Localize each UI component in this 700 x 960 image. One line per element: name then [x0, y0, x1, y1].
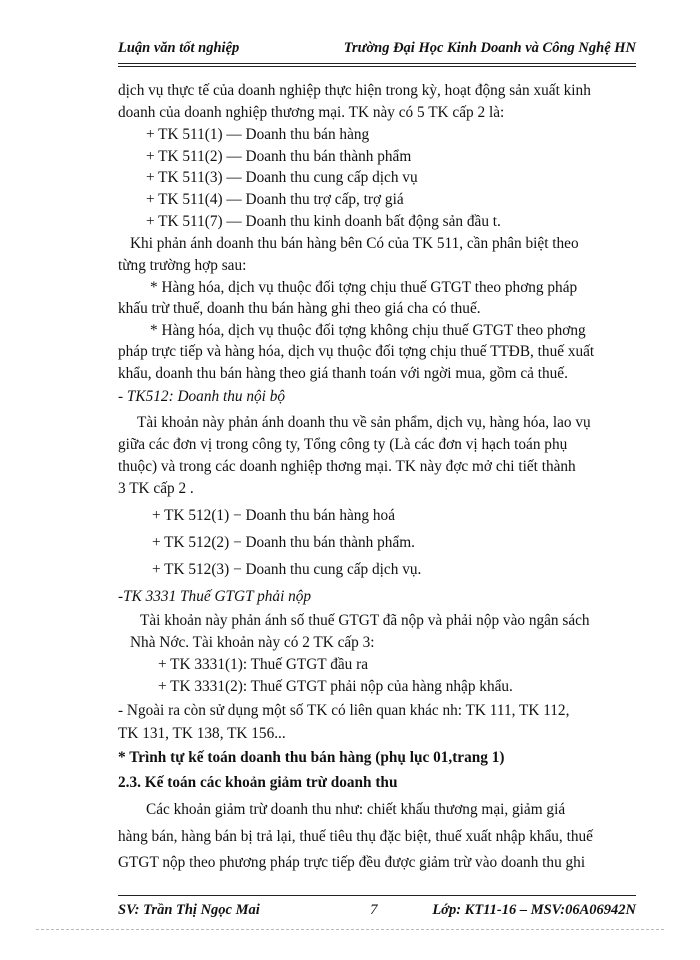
- list-item: + TK 3331(1): Thuế GTGT đầu ra: [158, 656, 368, 673]
- footer-class-id: Lớp: KT11-16 – MSV:06A06942N: [432, 902, 636, 918]
- list-item: + TK 512(2) − Doanh thu bán thành phẩm.: [152, 534, 415, 551]
- header-rule-double: [118, 66, 636, 67]
- body-line: Tài khoản này phản ánh doanh thu về sản phẩm, dịch vụ, hàng hóa, lao vụ: [137, 414, 591, 431]
- header-thesis-label: Luận văn tốt nghiệp: [118, 40, 240, 56]
- body-line: khẩu, doanh thu bán hàng theo giá thanh toán với ngời mua, gồm cả thuế.: [118, 365, 568, 382]
- body-line: 3 TK cấp 2 .: [118, 480, 194, 497]
- body-line: hàng bán, hàng bán bị trả lại, thuế tiêu thụ đặc biệt, thuế xuất nhập khẩu, thuế: [118, 828, 593, 845]
- header-rule: [118, 63, 636, 64]
- body-line: khấu trừ thuế, doanh thu bán hàng ghi theo giá cha có thuế.: [118, 300, 481, 317]
- body-line: GTGT nộp theo phương pháp trực tiếp đều được giảm trừ vào doanh thu ghi: [118, 854, 586, 871]
- page-header: [118, 40, 636, 60]
- body-line: - Ngoài ra còn sử dụng một số TK có liên quan khác nh: TK 111, TK 112,: [118, 702, 570, 719]
- body-line: Khi phản ánh doanh thu bán hàng bên Có của TK 511, cần phân biệt theo: [130, 235, 579, 252]
- list-item: + TK 511(2) — Doanh thu bán thành phẩm: [146, 148, 412, 165]
- body-line: thuộc) và trong các doanh nghiệp thơng mại. TK này đợc mở chi tiết thành: [118, 458, 576, 475]
- body-line: dịch vụ thực tế của doanh nghiệp thực hiện trong kỳ, hoạt động sản xuất kinh: [118, 82, 591, 99]
- list-item: + TK 512(1) − Doanh thu bán hàng hoá: [152, 507, 395, 524]
- footer-student-name: SV: Trần Thị Ngọc Mai: [118, 902, 260, 918]
- list-item: + TK 511(4) — Doanh thu trợ cấp, trợ giá: [146, 191, 404, 208]
- bold-note: * Trình tự kế toán doanh thu bán hàng (phụ lục 01,trang 1): [118, 749, 505, 766]
- body-line: pháp trực tiếp và hàng hóa, dịch vụ thuộc đối tợng chịu thuế TTĐB, thuế xuất: [118, 343, 595, 360]
- section-subheading: -TK 3331 Thuế GTGT phải nộp: [118, 588, 312, 605]
- page-number: 7: [370, 902, 378, 918]
- list-item: + TK 511(1) — Doanh thu bán hàng: [146, 126, 370, 143]
- body-line: doanh của doanh nghiệp thương mại. TK này có 5 TK cấp 2 là:: [118, 104, 505, 121]
- body-line: Các khoản giảm trừ doanh thu như: chiết khấu thương mại, giảm giá: [146, 801, 566, 818]
- body-line: * Hàng hóa, dịch vụ thuộc đối tợng chịu thuế GTGT theo phơng pháp: [150, 279, 578, 296]
- page-break-marker: [36, 929, 664, 930]
- body-line: * Hàng hóa, dịch vụ thuộc đối tợng không chịu thuế GTGT theo phơng: [150, 322, 586, 339]
- body-line: Nhà Nớc. Tài khoản này có 2 TK cấp 3:: [130, 634, 375, 651]
- section-subheading: - TK512: Doanh thu nội bộ: [118, 388, 285, 405]
- header-university-name: Trường Đại Học Kinh Doanh và Công Nghệ HN: [343, 40, 636, 56]
- body-line: giữa các đơn vị trong công ty, Tổng công ty (Là các đơn vị hạch toán phụ: [118, 436, 568, 453]
- list-item: + TK 511(3) — Doanh thu cung cấp dịch vụ: [146, 169, 418, 186]
- body-line: TK 131, TK 138, TK 156...: [118, 725, 286, 742]
- page-footer: [118, 902, 636, 922]
- body-line: Tài khoản này phản ánh số thuế GTGT đã nộp và phải nộp vào ngân sách: [140, 612, 590, 629]
- body-line: từng trường hợp sau:: [118, 257, 247, 274]
- list-item: + TK 512(3) − Doanh thu cung cấp dịch vụ.: [152, 561, 422, 578]
- footer-rule: [118, 895, 636, 896]
- list-item: + TK 3331(2): Thuế GTGT phải nộp của hàng nhập khẩu.: [158, 678, 513, 695]
- list-item: + TK 511(7) — Doanh thu kinh doanh bất động sản đầu t.: [146, 213, 501, 230]
- section-heading: 2.3. Kế toán các khoản giảm trừ doanh thu: [118, 774, 398, 791]
